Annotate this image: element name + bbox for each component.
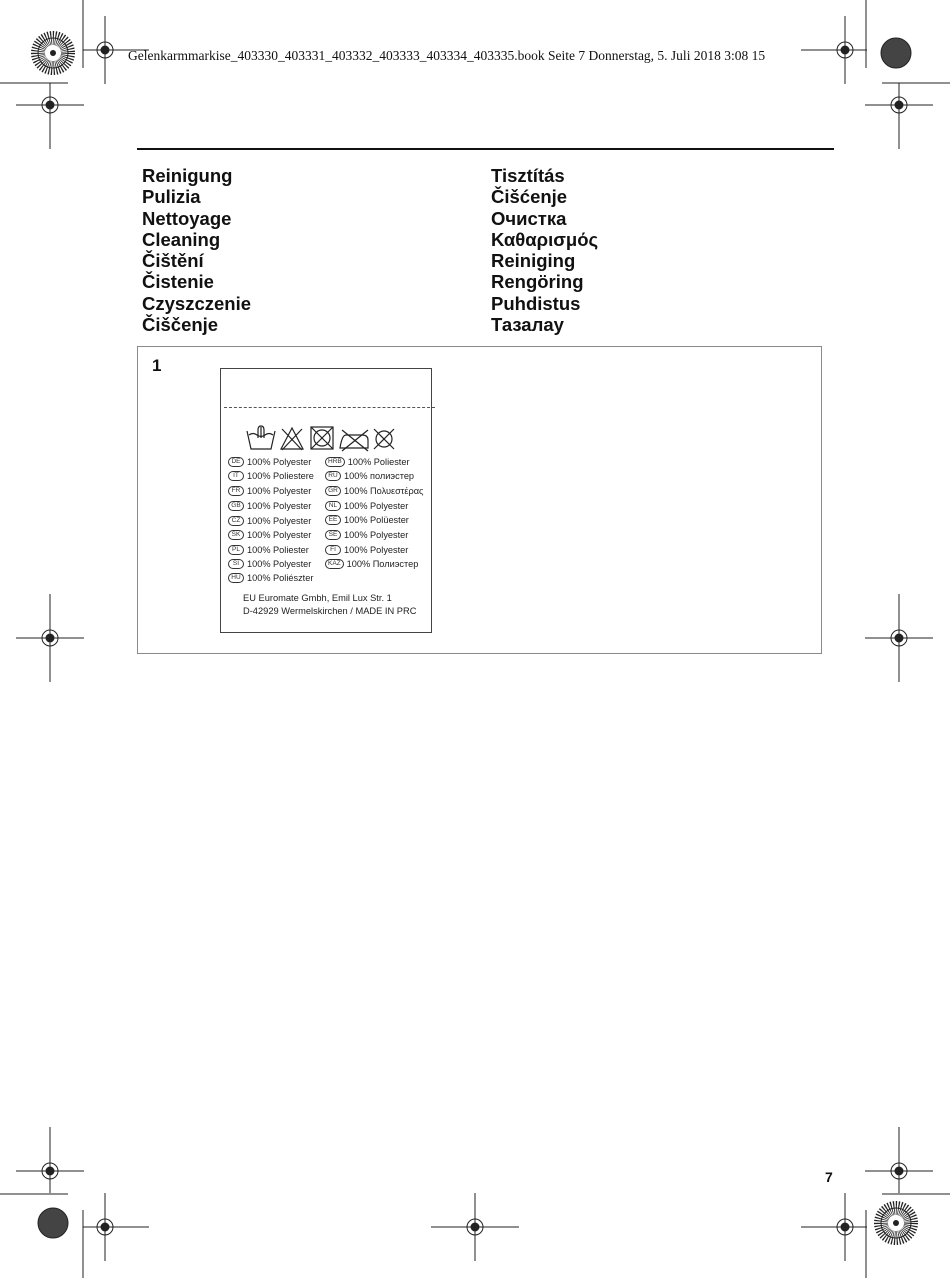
heading-se: Rengöring bbox=[491, 271, 584, 293]
heading-pl: Czyszczenie bbox=[142, 292, 251, 314]
material-row: SI 100% Polyester bbox=[228, 558, 311, 571]
hand-wash-icon bbox=[247, 426, 275, 449]
material-row: FI 100% Polyester bbox=[325, 543, 408, 556]
print-slug: Gelenkarmmarkise_403330_403331_403332_403333_403334_403335.book Seite 7 Donnerstag, 5. Juli 2018 3:08 15 bbox=[128, 48, 766, 63]
no-tumble-dry-icon bbox=[311, 427, 333, 449]
material-row: DE 100% Polyester bbox=[228, 455, 311, 468]
material-row: SE 100% Polyester bbox=[325, 529, 408, 542]
material-row: GR 100% Πολυεστέρας bbox=[325, 484, 423, 497]
heading-si: Čiščenje bbox=[142, 314, 219, 336]
registration-target bbox=[801, 1193, 867, 1261]
material-row: FR 100% Polyester bbox=[228, 484, 311, 497]
material-row: PL 100% Poliester bbox=[228, 543, 309, 556]
material-row: KAZ 100% Полиэстер bbox=[325, 557, 418, 570]
material-row: IT 100% Poliestere bbox=[228, 470, 314, 483]
registration-target bbox=[83, 1193, 149, 1261]
page-number: 7 bbox=[825, 1169, 833, 1185]
registration-target bbox=[865, 594, 933, 682]
heading-fr: Nettoyage bbox=[142, 207, 232, 229]
header-rule bbox=[137, 148, 834, 150]
solid-color-mark bbox=[38, 1208, 68, 1238]
heading-en: Cleaning bbox=[142, 228, 221, 250]
no-iron-icon bbox=[340, 430, 368, 451]
material-row: HU 100% Poliészter bbox=[228, 572, 313, 585]
heading-hr: Čišćenje bbox=[491, 186, 568, 208]
heading-sk: Čistenie bbox=[142, 271, 214, 293]
heading-cz: Čištění bbox=[142, 250, 204, 272]
heading-nl: Reiniging bbox=[491, 250, 576, 272]
registration-target bbox=[16, 1127, 84, 1193]
solid-color-mark bbox=[881, 38, 911, 68]
starburst-mark bbox=[881, 1208, 911, 1238]
registration-target bbox=[865, 83, 933, 149]
heading-ru: Очистка bbox=[491, 207, 567, 229]
heading-de: Reinigung bbox=[142, 165, 233, 186]
heading-gr: Καθαρισμός bbox=[491, 228, 599, 250]
material-row: SK 100% Polyester bbox=[228, 529, 311, 542]
starburst-mark bbox=[38, 38, 68, 68]
registration-target bbox=[16, 83, 84, 149]
material-row: CZ 100% Polyester bbox=[228, 514, 311, 527]
material-row: EE 100% Polüester bbox=[325, 513, 409, 526]
manufacturer-line: D-42929 Wermelskirchen / MADE IN PRC bbox=[243, 605, 417, 616]
headings-right bbox=[491, 165, 598, 335]
material-row: GB 100% Polyester bbox=[228, 499, 311, 512]
registration-target bbox=[865, 1127, 933, 1193]
registration-target bbox=[801, 16, 867, 84]
material-row: NL 100% Polyester bbox=[325, 499, 408, 512]
heading-hu: Tisztítás bbox=[491, 165, 565, 186]
care-symbols bbox=[244, 424, 399, 452]
material-row: HRB 100% Poliester bbox=[325, 455, 410, 468]
heading-fi: Puhdistus bbox=[491, 292, 581, 314]
registration-target bbox=[431, 1193, 519, 1261]
headings-left bbox=[142, 165, 251, 335]
figure-number: 1 bbox=[152, 356, 162, 375]
no-dry-clean-icon bbox=[374, 429, 394, 449]
registration-target bbox=[16, 594, 84, 682]
heading-kz: Тазалау bbox=[491, 314, 564, 336]
cut-line bbox=[224, 407, 435, 408]
heading-it: Pulizia bbox=[142, 186, 201, 208]
no-bleach-icon bbox=[281, 428, 303, 450]
manufacturer-line: EU Euromate Gmbh, Emil Lux Str. 1 bbox=[243, 593, 392, 603]
material-row: RU 100% полиэстер bbox=[325, 469, 414, 482]
manufacturer-info bbox=[243, 592, 416, 617]
